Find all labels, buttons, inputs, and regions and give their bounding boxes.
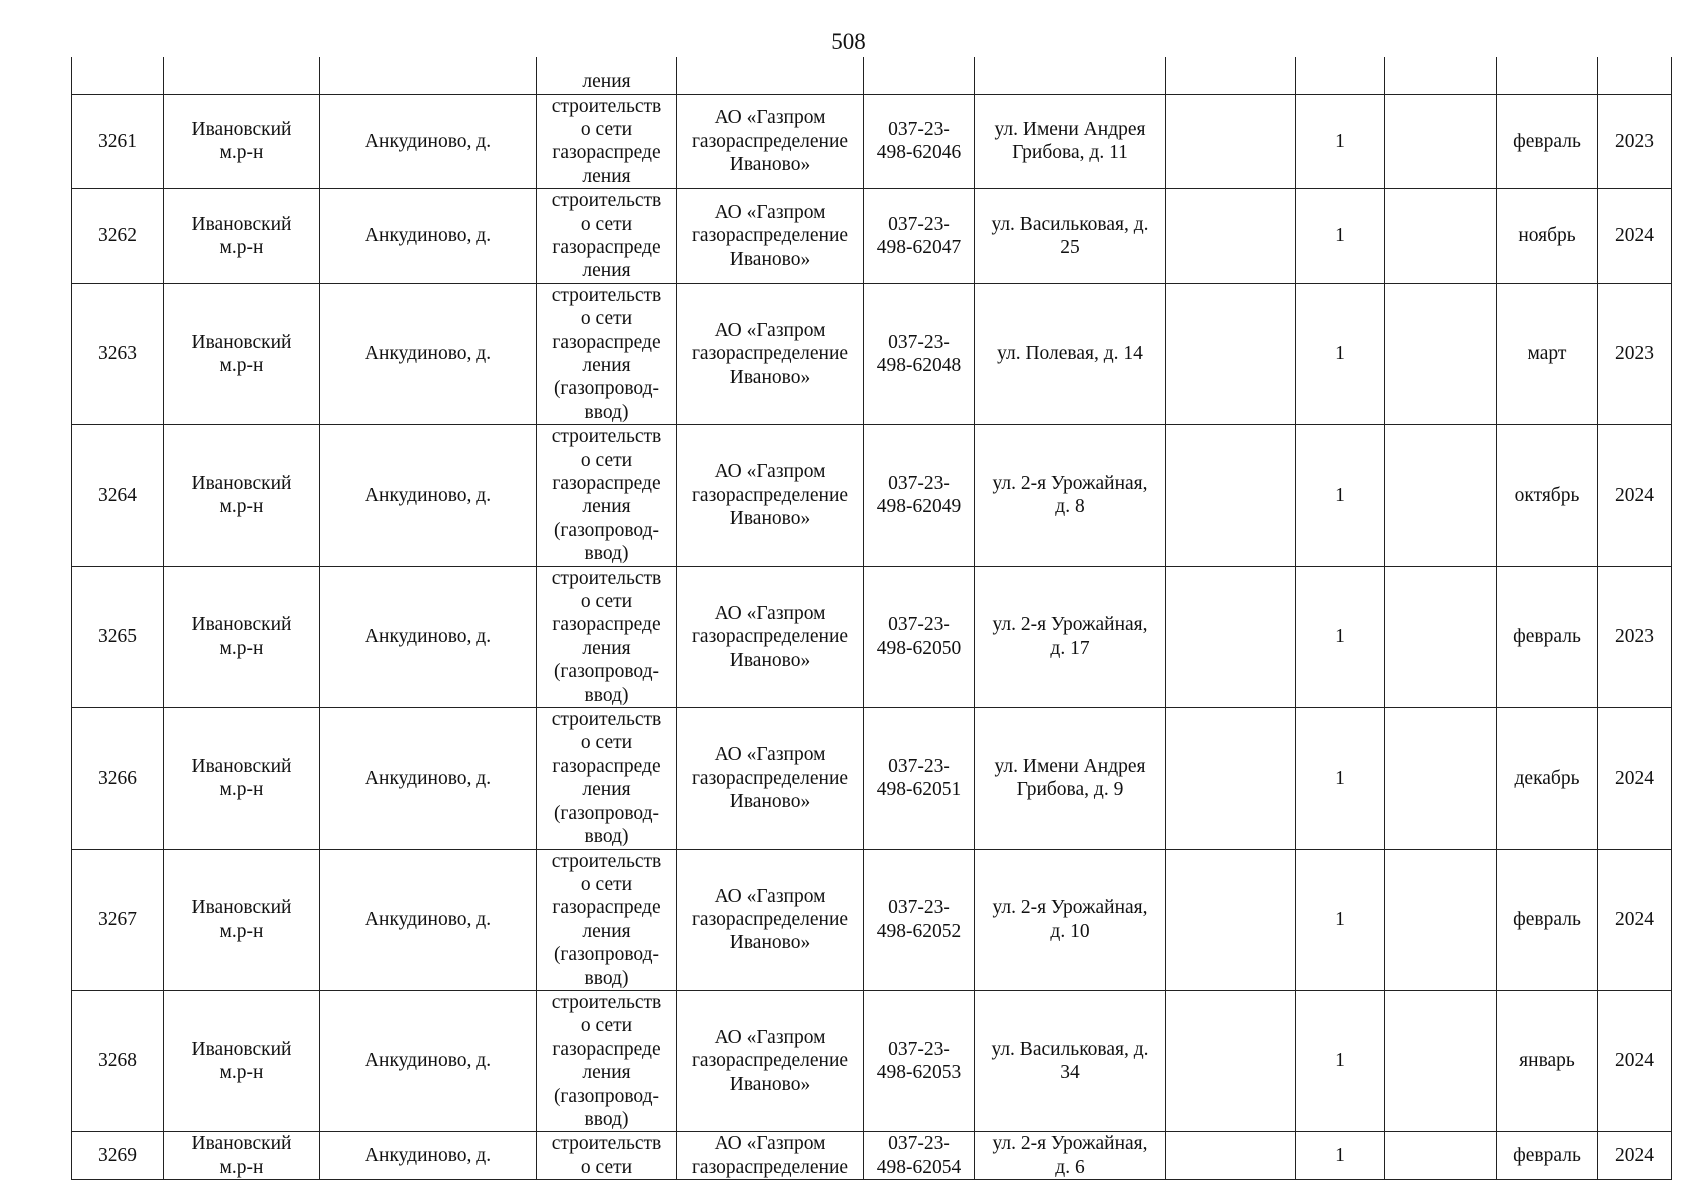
cell-empty bbox=[1385, 1132, 1497, 1180]
address-line: д. 8 bbox=[1055, 496, 1085, 518]
type-line: о сети bbox=[580, 1015, 633, 1037]
district-line: Ивановский bbox=[191, 331, 292, 353]
cell-month: ноябрь bbox=[1497, 189, 1598, 284]
page-number: 508 bbox=[831, 29, 866, 54]
cell-settlement: Анкудиново, д. bbox=[320, 94, 537, 189]
register-table bbox=[71, 57, 1672, 1180]
org-line: газораспределение bbox=[691, 1050, 849, 1072]
cell-num: 3268 bbox=[72, 990, 164, 1131]
cell-org bbox=[677, 1132, 864, 1180]
cell-address bbox=[975, 425, 1166, 566]
code-line: 037-23- bbox=[888, 897, 950, 919]
type-line: о сети bbox=[580, 213, 633, 235]
type-line: строительств bbox=[551, 567, 662, 589]
type-line: о сети bbox=[580, 118, 633, 140]
cell-org bbox=[677, 425, 864, 566]
cell-district bbox=[164, 708, 320, 849]
org-line: газораспределение bbox=[691, 626, 849, 648]
org-line: АО «Газпром bbox=[714, 319, 826, 341]
cell-empty bbox=[1166, 94, 1296, 189]
address-line: д. 17 bbox=[1050, 637, 1090, 659]
code-line: 498-62051 bbox=[876, 779, 962, 801]
code-line: 037-23- bbox=[888, 755, 950, 777]
cell-empty bbox=[1166, 566, 1296, 707]
cell-code bbox=[864, 283, 975, 424]
cell-num: 3264 bbox=[72, 425, 164, 566]
type-line: о сети bbox=[580, 308, 633, 330]
cell-settlement: Анкудиново, д. bbox=[320, 189, 537, 284]
address-line: ул. 2-я Урожайная, bbox=[992, 473, 1148, 494]
cell-qty: 1 bbox=[1296, 708, 1385, 849]
code-line: 498-62052 bbox=[876, 920, 962, 942]
cell-code bbox=[864, 990, 975, 1131]
cell-settlement: Анкудиново, д. bbox=[320, 1132, 537, 1180]
address-line: Грибова, д. 9 bbox=[1016, 779, 1124, 801]
cell-qty: 1 bbox=[1296, 189, 1385, 284]
address-line: ул. Васильковая, д. bbox=[991, 213, 1149, 235]
cell-code bbox=[864, 57, 975, 94]
org-line: АО «Газпром bbox=[714, 1027, 826, 1049]
code-line: 498-62048 bbox=[876, 354, 962, 376]
cell-code bbox=[864, 566, 975, 707]
type-line: строительств bbox=[551, 284, 662, 306]
address-line: д. 10 bbox=[1050, 920, 1090, 942]
org-line: АО «Газпром bbox=[714, 744, 826, 766]
table-row bbox=[72, 566, 1672, 707]
org-line: АО «Газпром bbox=[714, 602, 826, 624]
cell-num: 3267 bbox=[72, 849, 164, 990]
table-row bbox=[72, 189, 1672, 284]
type-line: о сети bbox=[580, 1156, 633, 1178]
cell-year: 2023 bbox=[1598, 566, 1672, 707]
carryover-row bbox=[72, 57, 1672, 94]
cell-district bbox=[164, 990, 320, 1131]
cell-empty bbox=[1385, 94, 1497, 189]
org-line: газораспределение bbox=[691, 130, 849, 152]
org-line: газораспределение bbox=[691, 225, 849, 247]
cell-qty: 1 bbox=[1296, 566, 1385, 707]
cell-empty bbox=[1385, 57, 1497, 94]
cell-type bbox=[537, 189, 677, 284]
type-line: газораспреде bbox=[552, 331, 661, 353]
type-line: ввод) bbox=[584, 401, 629, 423]
table-row bbox=[72, 425, 1672, 566]
cell-month: февраль bbox=[1497, 94, 1598, 189]
cell-empty bbox=[1385, 425, 1497, 566]
address-line: Грибова, д. 11 bbox=[1012, 142, 1128, 164]
type-line: (газопровод- bbox=[553, 802, 660, 824]
org-line: газораспределение bbox=[691, 767, 849, 789]
org-line: газораспределение bbox=[691, 909, 849, 931]
cell-year: 2024 bbox=[1598, 990, 1672, 1131]
district-line: м.р-н bbox=[219, 354, 264, 376]
cell-settlement bbox=[320, 57, 537, 94]
address-line: ул. Имени Андрея bbox=[994, 755, 1146, 777]
org-line: Иваново» bbox=[729, 932, 811, 954]
cell-district bbox=[164, 1132, 320, 1180]
code-line: 498-62054 bbox=[876, 1156, 962, 1178]
type-line: ввод) bbox=[584, 543, 629, 565]
cell-district bbox=[164, 57, 320, 94]
type-line: о сети bbox=[580, 732, 633, 754]
cell-year: 2023 bbox=[1598, 283, 1672, 424]
cell-type bbox=[537, 283, 677, 424]
district-line: м.р-н bbox=[219, 142, 264, 164]
type-line: газораспреде bbox=[552, 1038, 661, 1060]
cell-month: декабрь bbox=[1497, 708, 1598, 849]
type-line: ввод) bbox=[584, 967, 629, 989]
type-line: (газопровод- bbox=[553, 661, 660, 683]
code-line: 037-23- bbox=[888, 1133, 950, 1155]
org-line: АО «Газпром bbox=[714, 1133, 826, 1155]
cell-code bbox=[864, 849, 975, 990]
cell-district bbox=[164, 849, 320, 990]
cell-type bbox=[537, 1132, 677, 1180]
cell-num: 3266 bbox=[72, 708, 164, 849]
cell-empty bbox=[1166, 283, 1296, 424]
cell-type bbox=[537, 990, 677, 1131]
table-row bbox=[72, 708, 1672, 849]
org-line: АО «Газпром bbox=[714, 885, 826, 907]
cell-empty bbox=[1166, 1132, 1296, 1180]
cell-qty: 1 bbox=[1296, 990, 1385, 1131]
type-line: о сети bbox=[580, 449, 633, 471]
cell-settlement: Анкудиново, д. bbox=[320, 566, 537, 707]
type-line: ления bbox=[582, 637, 631, 659]
district-line: м.р-н bbox=[219, 779, 264, 801]
cell-qty bbox=[1296, 57, 1385, 94]
cell-address bbox=[975, 849, 1166, 990]
cell-num: 3265 bbox=[72, 566, 164, 707]
type-line: строительств bbox=[551, 850, 662, 872]
code-line: 498-62053 bbox=[876, 1062, 962, 1084]
type-line: строительств bbox=[551, 426, 662, 448]
cell-address bbox=[975, 708, 1166, 849]
type-line: строительств bbox=[551, 1133, 662, 1155]
district-line: м.р-н bbox=[219, 1156, 264, 1178]
cell-address bbox=[975, 189, 1166, 284]
type-line: газораспреде bbox=[552, 236, 661, 258]
type-line: ввод) bbox=[584, 1108, 629, 1130]
table-body bbox=[72, 57, 1672, 1180]
cell-district bbox=[164, 283, 320, 424]
cell-org bbox=[677, 283, 864, 424]
cell-year: 2024 bbox=[1598, 849, 1672, 990]
address-line: д. 6 bbox=[1055, 1156, 1085, 1178]
cell-qty: 1 bbox=[1296, 94, 1385, 189]
district-line: Ивановский bbox=[191, 614, 292, 636]
cell-month: январь bbox=[1497, 990, 1598, 1131]
cell-empty bbox=[1166, 57, 1296, 94]
org-line: Иваново» bbox=[729, 154, 811, 176]
type-line: газораспреде bbox=[552, 614, 661, 636]
org-line: АО «Газпром bbox=[714, 107, 826, 129]
cell-settlement: Анкудиново, д. bbox=[320, 990, 537, 1131]
cell-settlement: Анкудиново, д. bbox=[320, 283, 537, 424]
cell-district bbox=[164, 566, 320, 707]
code-line: 037-23- bbox=[888, 331, 950, 353]
org-line: Иваново» bbox=[729, 248, 811, 270]
address-line: 25 bbox=[1060, 236, 1080, 258]
cell-qty: 1 bbox=[1296, 425, 1385, 566]
cell-year: 2024 bbox=[1598, 1132, 1672, 1180]
cell-empty bbox=[1385, 189, 1497, 284]
table-row bbox=[72, 283, 1672, 424]
table-row bbox=[72, 849, 1672, 990]
cell-qty: 1 bbox=[1296, 283, 1385, 424]
org-line: АО «Газпром bbox=[714, 201, 826, 223]
cell-month: март bbox=[1497, 283, 1598, 424]
district-line: Ивановский bbox=[191, 755, 292, 777]
cell-address bbox=[975, 57, 1166, 94]
org-line: АО «Газпром bbox=[714, 461, 826, 483]
cell-code bbox=[864, 708, 975, 849]
cell-year: 2024 bbox=[1598, 189, 1672, 284]
type-line: строительств bbox=[551, 709, 662, 731]
address-line: ул. 2-я Урожайная, bbox=[992, 1133, 1148, 1155]
type-line: о сети bbox=[580, 591, 633, 613]
cell-num: 3269 bbox=[72, 1132, 164, 1180]
cell-empty bbox=[1385, 566, 1497, 707]
code-line: 037-23- bbox=[888, 118, 950, 140]
cell-type bbox=[537, 57, 677, 94]
district-line: м.р-н bbox=[219, 496, 264, 518]
cell-address bbox=[975, 566, 1166, 707]
table-row bbox=[72, 1132, 1672, 1180]
address-line: 34 bbox=[1060, 1062, 1080, 1084]
type-line: ления bbox=[582, 920, 631, 942]
cell-settlement: Анкудиново, д. bbox=[320, 425, 537, 566]
type-line: ления bbox=[582, 165, 631, 187]
type-line: ления bbox=[582, 71, 631, 93]
org-line: Иваново» bbox=[729, 649, 811, 671]
cell-qty: 1 bbox=[1296, 1132, 1385, 1180]
cell-month: февраль bbox=[1497, 1132, 1598, 1180]
org-line: газораспределение bbox=[691, 343, 849, 365]
type-line: ления bbox=[582, 260, 631, 282]
org-line: Иваново» bbox=[729, 366, 811, 388]
district-line: Ивановский bbox=[191, 118, 292, 140]
cell-address bbox=[975, 990, 1166, 1131]
org-line: газораспределение bbox=[691, 484, 849, 506]
cell-num: 3262 bbox=[72, 189, 164, 284]
address-line: ул. 2-я Урожайная, bbox=[992, 897, 1148, 919]
type-line: (газопровод- bbox=[553, 1085, 660, 1107]
type-line: о сети bbox=[580, 873, 633, 895]
code-line: 037-23- bbox=[888, 614, 950, 636]
type-line: ления bbox=[582, 354, 631, 376]
cell-org bbox=[677, 566, 864, 707]
district-line: м.р-н bbox=[219, 236, 264, 258]
cell-type bbox=[537, 425, 677, 566]
cell-year bbox=[1598, 57, 1672, 94]
table-row bbox=[72, 94, 1672, 189]
cell-empty bbox=[1166, 189, 1296, 284]
type-line: (газопровод- bbox=[553, 378, 660, 400]
org-line: Иваново» bbox=[729, 1073, 811, 1095]
cell-settlement: Анкудиново, д. bbox=[320, 708, 537, 849]
cell-num: 3263 bbox=[72, 283, 164, 424]
code-line: 498-62049 bbox=[876, 496, 962, 518]
district-line: м.р-н bbox=[219, 920, 264, 942]
type-line: ввод) bbox=[584, 826, 629, 848]
type-line: ления bbox=[582, 496, 631, 518]
type-line: ления bbox=[582, 779, 631, 801]
district-line: Ивановский bbox=[191, 897, 292, 919]
cell-address bbox=[975, 94, 1166, 189]
cell-org bbox=[677, 708, 864, 849]
cell-org bbox=[677, 57, 864, 94]
cell-empty bbox=[1385, 990, 1497, 1131]
code-line: 498-62047 bbox=[876, 236, 962, 258]
type-line: ввод) bbox=[584, 684, 629, 706]
cell-org bbox=[677, 990, 864, 1131]
type-line: (газопровод- bbox=[553, 519, 660, 541]
cell-year: 2024 bbox=[1598, 425, 1672, 566]
cell-type bbox=[537, 94, 677, 189]
cell-num bbox=[72, 57, 164, 94]
cell-month bbox=[1497, 57, 1598, 94]
code-line: 498-62050 bbox=[876, 637, 962, 659]
address-line: ул. Полевая, д. 14 bbox=[997, 343, 1143, 365]
cell-type bbox=[537, 849, 677, 990]
district-line: Ивановский bbox=[191, 473, 292, 494]
cell-code bbox=[864, 1132, 975, 1180]
address-line: ул. Имени Андрея bbox=[994, 118, 1146, 140]
code-line: 498-62046 bbox=[876, 142, 962, 164]
cell-empty bbox=[1385, 708, 1497, 849]
type-line: строительств bbox=[551, 190, 662, 212]
org-line: Иваново» bbox=[729, 790, 811, 812]
cell-address bbox=[975, 1132, 1166, 1180]
address-line: ул. Васильковая, д. bbox=[991, 1038, 1149, 1060]
cell-num: 3261 bbox=[72, 94, 164, 189]
type-line: газораспреде bbox=[552, 142, 661, 164]
district-line: Ивановский bbox=[191, 1133, 292, 1155]
cell-district bbox=[164, 425, 320, 566]
cell-month: октябрь bbox=[1497, 425, 1598, 566]
cell-settlement: Анкудиново, д. bbox=[320, 849, 537, 990]
cell-code bbox=[864, 94, 975, 189]
org-line: Иваново» bbox=[729, 508, 811, 530]
cell-org bbox=[677, 849, 864, 990]
type-line: строительств bbox=[551, 991, 662, 1013]
district-line: м.р-н bbox=[219, 1062, 264, 1084]
address-line: ул. 2-я Урожайная, bbox=[992, 614, 1148, 636]
district-line: Ивановский bbox=[191, 213, 292, 235]
cell-district bbox=[164, 94, 320, 189]
cell-empty bbox=[1166, 849, 1296, 990]
cell-empty bbox=[1166, 708, 1296, 849]
code-line: 037-23- bbox=[888, 213, 950, 235]
district-line: м.р-н bbox=[219, 637, 264, 659]
table-row bbox=[72, 990, 1672, 1131]
code-line: 037-23- bbox=[888, 473, 950, 494]
code-line: 037-23- bbox=[888, 1038, 950, 1060]
type-line: газораспреде bbox=[552, 473, 661, 494]
cell-empty bbox=[1385, 849, 1497, 990]
cell-qty: 1 bbox=[1296, 849, 1385, 990]
cell-empty bbox=[1166, 425, 1296, 566]
type-line: строительств bbox=[551, 95, 662, 117]
cell-month: февраль bbox=[1497, 566, 1598, 707]
type-line: газораспреде bbox=[552, 897, 661, 919]
cell-code bbox=[864, 425, 975, 566]
cell-code bbox=[864, 189, 975, 284]
cell-org bbox=[677, 189, 864, 284]
cell-address bbox=[975, 283, 1166, 424]
cell-type bbox=[537, 566, 677, 707]
district-line: Ивановский bbox=[191, 1038, 292, 1060]
cell-year: 2024 bbox=[1598, 708, 1672, 849]
cell-year: 2023 bbox=[1598, 94, 1672, 189]
cell-month: февраль bbox=[1497, 849, 1598, 990]
cell-type bbox=[537, 708, 677, 849]
org-line: газораспределение bbox=[691, 1156, 849, 1178]
cell-org bbox=[677, 94, 864, 189]
cell-empty bbox=[1166, 990, 1296, 1131]
cell-empty bbox=[1385, 283, 1497, 424]
type-line: газораспреде bbox=[552, 755, 661, 777]
cell-district bbox=[164, 189, 320, 284]
type-line: ления bbox=[582, 1062, 631, 1084]
type-line: (газопровод- bbox=[553, 944, 660, 966]
